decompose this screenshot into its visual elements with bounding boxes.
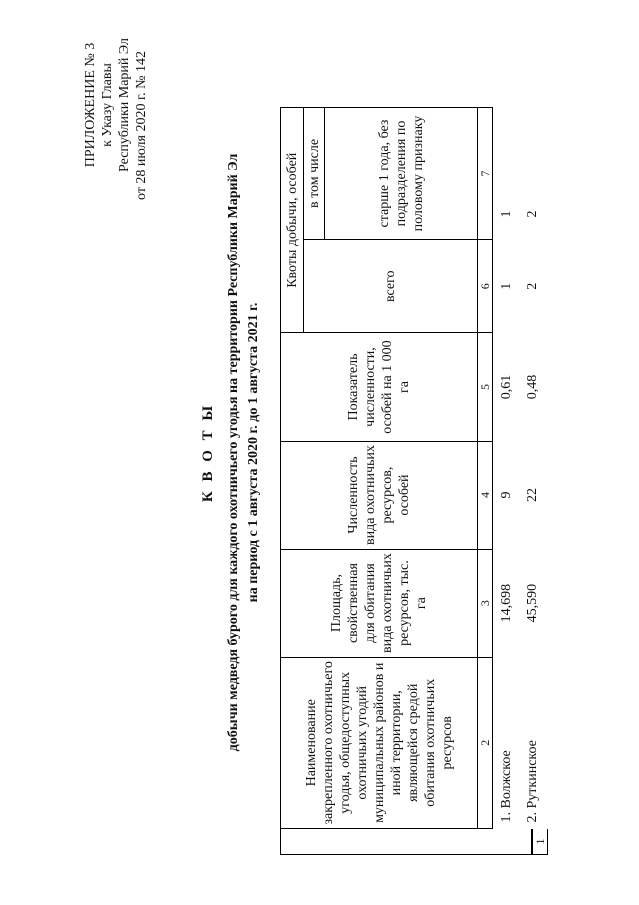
row-total: 1: [493, 240, 520, 334]
row-name-text: Руткинское: [524, 740, 540, 809]
row-area: 14,698: [493, 549, 520, 657]
header-count: Численность вида охотничьих ресурсов, особей: [281, 441, 478, 549]
column-number-5: 5: [478, 333, 493, 441]
column-number-7: 7: [478, 108, 493, 240]
header-total: всего: [304, 240, 478, 334]
appendix-block: [82, 5, 150, 205]
row-number: 1.: [498, 812, 514, 823]
row-density: 0,48: [524, 374, 540, 400]
column-number-row: [478, 108, 493, 829]
header-density: Показатель численности, особей на 1 000 га: [281, 333, 478, 441]
row-name-text: Волжское: [498, 750, 514, 809]
header-older: старше 1 года, без подразделения по половому признаку: [325, 108, 478, 240]
table-row: [519, 108, 545, 829]
header-including: в том числе: [304, 108, 325, 240]
header-row-1: [281, 108, 304, 829]
quota-table: [280, 107, 545, 829]
column-number-6: 6: [478, 240, 493, 334]
appendix-line-1: ПРИЛОЖЕНИЕ № 3: [83, 42, 98, 168]
row-older: 2: [524, 210, 540, 218]
document-heading: К В О Т Ы: [200, 402, 216, 503]
document-title-line-2: на период с 1 августа 2020 г. до 1 августа 2021 г.: [246, 302, 261, 603]
column-number-1: 1: [532, 829, 548, 855]
row-total: 2: [524, 282, 540, 290]
row-older: 1: [493, 108, 520, 240]
header-quota: Квоты добычи, особей: [281, 108, 304, 334]
row-count: 22: [524, 488, 540, 503]
table-row: [493, 108, 520, 829]
row-area: 45,590: [524, 583, 540, 623]
column-number-3: 3: [478, 549, 493, 657]
column-number-2: 2: [478, 657, 493, 828]
row-number: 2.: [524, 812, 540, 823]
row-density: 0,61: [493, 333, 520, 441]
appendix-line-2: к Указу Главы: [100, 63, 115, 147]
column-number-4: 4: [478, 441, 493, 549]
number-column-header: [280, 829, 532, 855]
row-name: [519, 657, 545, 828]
document-title-line-1: добычи медведя бурого для каждого охотничьего угодья на территории Республики Марий Эл: [226, 153, 241, 752]
row-count: 9: [493, 441, 520, 549]
header-name: Наименование закрепленного охотничьего угодья, общедоступных охотничьих угодий муниципальных районов и иной территории, являющейся средой обитания охотничьих ресурсов: [281, 657, 478, 828]
header-area: Площадь, свойственная для обитания вида охотничьих ресурсов, тыс. га: [281, 549, 478, 657]
appendix-line-3: Республики Марий Эл: [117, 38, 132, 172]
row-name: [493, 657, 520, 828]
appendix-line-4: от 28 июля 2020 г. № 142: [134, 51, 149, 200]
